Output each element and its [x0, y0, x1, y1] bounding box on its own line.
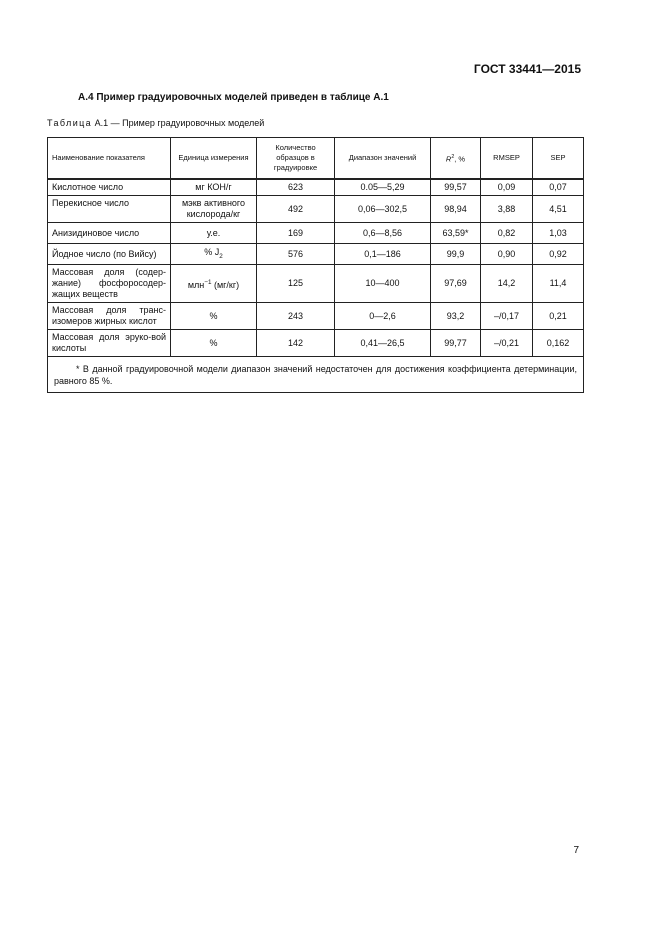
cell-count: 243 [257, 303, 335, 330]
col-header-sep: SEP [533, 138, 584, 180]
standard-code: ГОСТ 33441—2015 [473, 62, 581, 76]
table-footnote-row [48, 357, 584, 393]
cell-range: 0,6—8,56 [335, 223, 431, 244]
cell-rmsep: 0,09 [481, 179, 533, 196]
cell-unit: млн$^{-1}$ (мг/кг) [171, 265, 257, 303]
cell-name: Массовая доля (содер-жание) фосфоросодер-жащих веществ [48, 265, 171, 303]
cell-rmsep: –/0,21 [481, 330, 533, 357]
cell-count: 623 [257, 179, 335, 196]
cell-range: 0,41—26,5 [335, 330, 431, 357]
cell-sep: 0,07 [533, 179, 584, 196]
cell-sep: 4,51 [533, 196, 584, 223]
cell-count: 169 [257, 223, 335, 244]
cell-sep: 0,92 [533, 244, 584, 265]
table-caption-label: Таблица [47, 118, 93, 128]
table-row [48, 265, 584, 303]
col-header-unit: Единица измерения [171, 138, 257, 180]
cell-count: 142 [257, 330, 335, 357]
section-heading: А.4 Пример градуировочных моделей приведен в таблице А.1 [78, 92, 389, 103]
cell-unit: % [171, 303, 257, 330]
col-header-count: Количество образцов в градуировке [257, 138, 335, 180]
page-number: 7 [573, 845, 579, 856]
cell-r2: 99,9 [431, 244, 481, 265]
cell-sep: 11,4 [533, 265, 584, 303]
cell-r2: 63,59* [431, 223, 481, 244]
cell-r2: 99,77 [431, 330, 481, 357]
cell-unit: у.е. [171, 223, 257, 244]
cell-name: Йодное число (по Вийсу) [48, 244, 171, 265]
calibration-models-table [47, 137, 584, 393]
cell-rmsep: 0,90 [481, 244, 533, 265]
cell-range: 0,06—302,5 [335, 196, 431, 223]
cell-rmsep: 0,82 [481, 223, 533, 244]
col-header-rmsep: RMSEP [481, 138, 533, 180]
col-header-r2: $R^2$, % [431, 138, 481, 180]
cell-r2: 93,2 [431, 303, 481, 330]
cell-r2: 98,94 [431, 196, 481, 223]
cell-range: 10—400 [335, 265, 431, 303]
cell-name: Массовая доля эруко-вой кислоты [48, 330, 171, 357]
table-header-row [48, 138, 584, 180]
cell-r2: 99,57 [431, 179, 481, 196]
cell-rmsep: 14,2 [481, 265, 533, 303]
cell-count: 576 [257, 244, 335, 265]
cell-range: 0.05—5,29 [335, 179, 431, 196]
cell-name: Кислотное число [48, 179, 171, 196]
cell-range: 0—2,6 [335, 303, 431, 330]
col-header-range: Диапазон значений [335, 138, 431, 180]
cell-r2: 97,69 [431, 265, 481, 303]
table-row [48, 179, 584, 196]
cell-unit: мг КОН/г [171, 179, 257, 196]
cell-unit: мэкв активного кислорода/кг [171, 196, 257, 223]
cell-rmsep: 3,88 [481, 196, 533, 223]
cell-unit: % $J_2$ [171, 244, 257, 265]
cell-name: Массовая доля транс-изомеров жирных кислот [48, 303, 171, 330]
cell-sep: 0,21 [533, 303, 584, 330]
cell-count: 125 [257, 265, 335, 303]
table-caption-number: А.1 [94, 118, 109, 128]
table-row [48, 196, 584, 223]
table-footnote: * В данной градуировочной модели диапазон значений недостаточен для достижения коэффициента детерминации, равного 85 %. [48, 357, 584, 393]
table-row [48, 223, 584, 244]
cell-sep: 1,03 [533, 223, 584, 244]
cell-rmsep: –/0,17 [481, 303, 533, 330]
table-row [48, 244, 584, 265]
cell-range: 0,1—186 [335, 244, 431, 265]
col-header-name: Наименование показателя [48, 138, 171, 180]
cell-name: Перекисное число [48, 196, 171, 223]
cell-unit: % [171, 330, 257, 357]
table-caption [47, 118, 264, 128]
table-row [48, 330, 584, 357]
table-caption-text: — Пример градуировочных моделей [108, 118, 265, 128]
cell-count: 492 [257, 196, 335, 223]
table-row [48, 303, 584, 330]
cell-sep: 0,162 [533, 330, 584, 357]
cell-name: Анизидиновое число [48, 223, 171, 244]
